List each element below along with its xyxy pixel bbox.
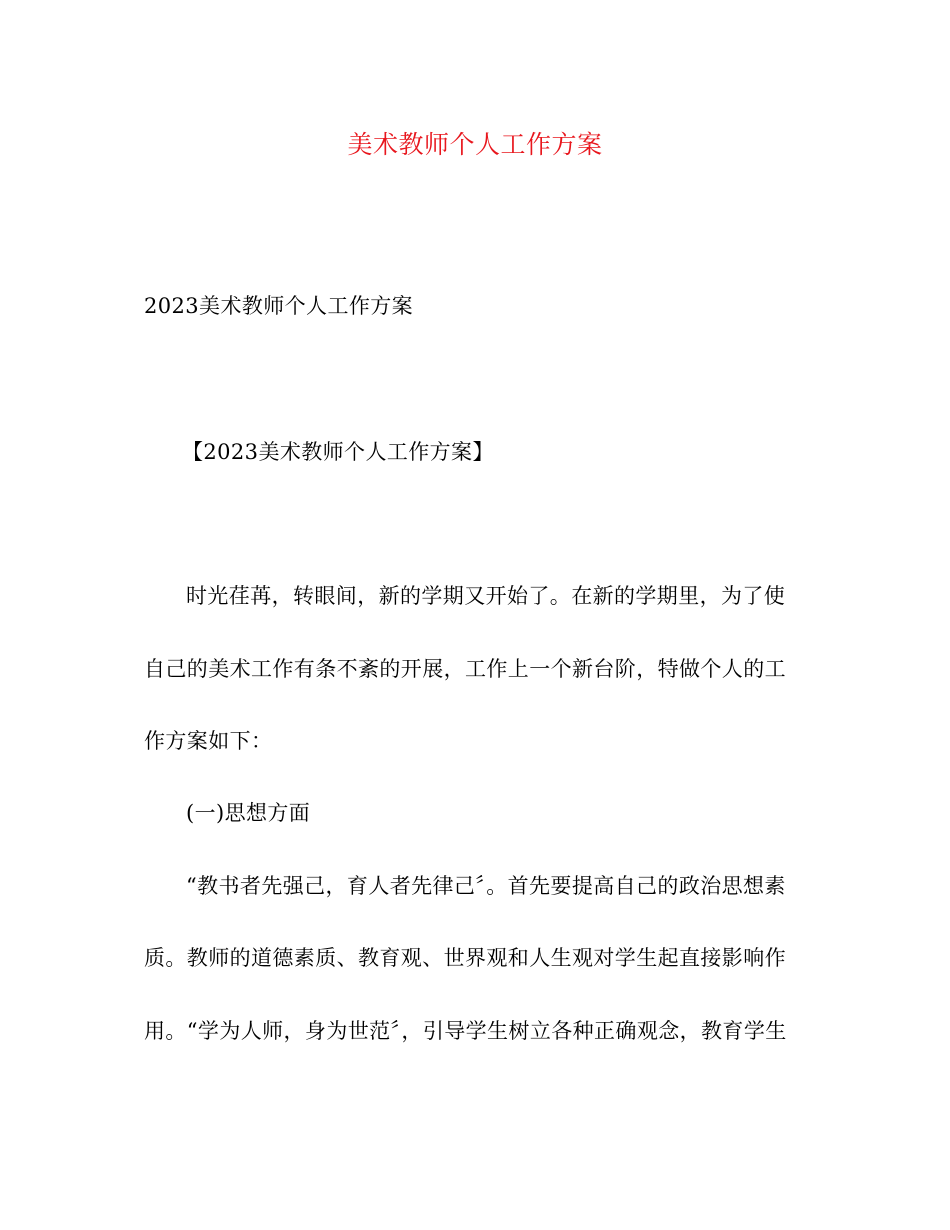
bracket-heading: 【2023美术教师个人工作方案】	[182, 440, 494, 464]
document-title: 美术教师个人工作方案	[347, 130, 603, 159]
paragraph-line: 质。教师的道德素质、教育观、世界观和人生观对学生起直接影响作	[144, 946, 786, 970]
paragraph-line: 作方案如下：	[144, 729, 273, 753]
section-heading: (一)思想方面	[186, 801, 311, 825]
document-subtitle: 2023美术教师个人工作方案	[144, 294, 414, 318]
paragraph-line: “教书者先强己，育人者先律己〞。首先要提高自己的政治思想素	[186, 874, 786, 898]
paragraph-line: 时光荏苒，转眼间，新的学期又开始了。在新的学期里，为了使	[186, 584, 786, 608]
paragraph-line: 自己的美术工作有条不紊的开展，工作上一个新台阶，特做个人的工	[144, 657, 786, 681]
paragraph-line: 用。“学为人师，身为世范〞，引导学生树立各种正确观念，教育学生	[144, 1019, 787, 1043]
